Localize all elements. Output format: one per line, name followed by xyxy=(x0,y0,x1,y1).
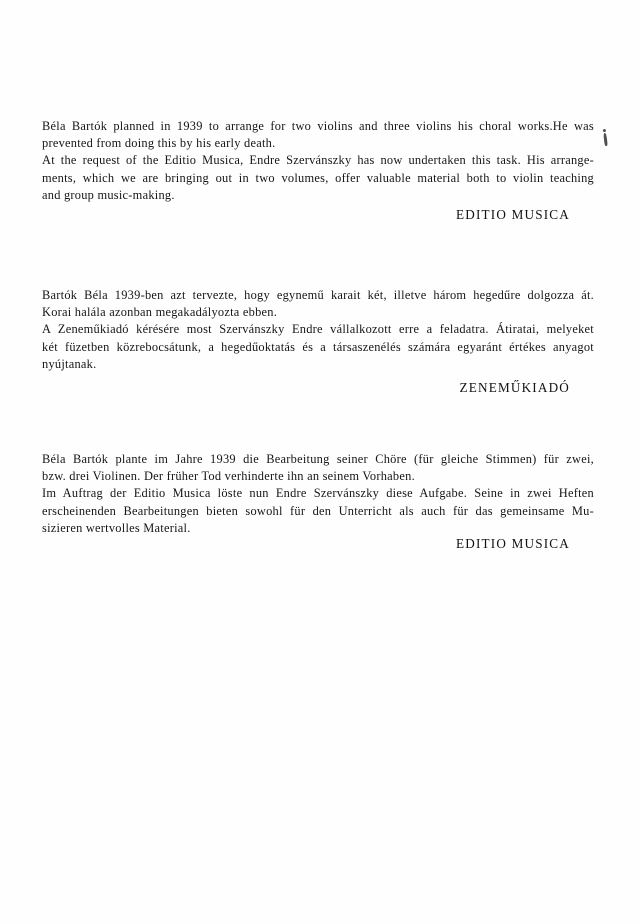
text-line: sizieren wertvolles Material. xyxy=(42,520,191,535)
paragraph-text-english xyxy=(42,118,594,204)
paragraph-text-hungarian xyxy=(42,287,594,373)
preface-paragraph-hungarian xyxy=(42,287,594,373)
publisher-signature-german: EDITIO MUSICA xyxy=(456,536,570,551)
text-line: Béla Bartók planned in 1939 to arrange for two violins and three violins his choral works.He was xyxy=(42,119,594,133)
text-line: bzw. drei Violinen. Der früher Tod verhinderte ihn an seinem Vorhaben. xyxy=(42,469,415,484)
publisher-signature-hungarian: ZENEMŰKIADÓ xyxy=(459,380,570,395)
text-line: erscheinenden Bearbeitungen bieten sowohl für den Unterricht als auch für das gemeinsame Mu- xyxy=(42,503,594,518)
text-line: At the request of the Editio Musica, Endre Szervánszky has now undertaken this task. His arrange- xyxy=(42,153,594,168)
text-line: Im Auftrag der Editio Musica löste nun Endre Szervánszky diese Aufgabe. Seine in zwei Heften xyxy=(42,486,594,501)
text-line: nyújtanak. xyxy=(42,356,97,371)
text-line: ments, which we are bringing out in two volumes, offer valuable material both to violin teaching xyxy=(42,170,594,185)
preface-paragraph-english xyxy=(42,118,594,204)
publisher-signature-english: EDITIO MUSICA xyxy=(456,207,570,222)
text-line: Korai halála azonban megakadályozta ebben. xyxy=(42,305,278,320)
text-line: and group music-making. xyxy=(42,187,175,202)
text-line: Béla Bartók plante im Jahre 1939 die Bearbeitung seiner Chöre (für gleiche Stimmen) für zwei, xyxy=(42,452,594,466)
ink-speck-artifact xyxy=(603,133,608,146)
paragraph-text-german xyxy=(42,451,594,537)
text-line: Bartók Béla 1939-ben azt tervezte, hogy egynemű karait két, illetve három hegedűre dolgozza át. xyxy=(42,288,594,302)
preface-paragraph-german xyxy=(42,451,594,537)
text-line: A Zeneműkiadó kérésére most Szervánszky Endre vállalkozott erre a feladatra. Átiratai, melyeket xyxy=(42,322,594,337)
text-line: két füzetben közrebocsátunk, a hegedűoktatás és a társaszenélés számára egyaránt értékes anyagot xyxy=(42,339,594,354)
text-line: prevented from doing this by his early death. xyxy=(42,136,276,151)
